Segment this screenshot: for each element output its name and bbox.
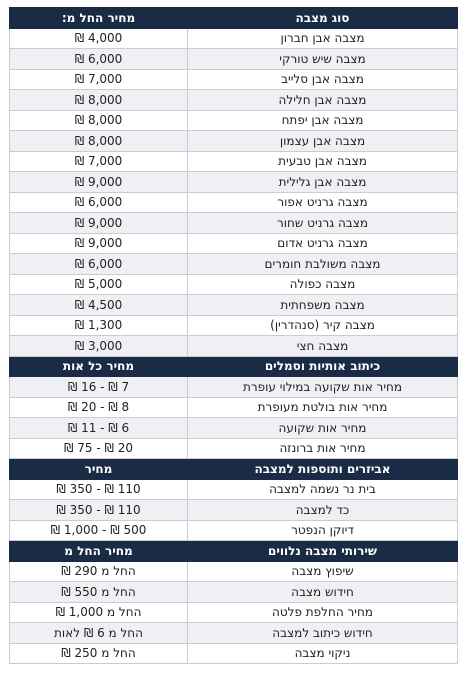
column-header-price: מחיר — [10, 459, 188, 480]
item-name-cell: מצבה אבן חלילה — [188, 90, 458, 111]
item-name-cell: מצבה משולבת חומרים — [188, 254, 458, 275]
table-row — [10, 623, 458, 644]
column-header-price: מחיר החל מ — [10, 541, 188, 562]
item-name-cell: מחיר אות ברונזה — [188, 438, 458, 459]
table-row — [10, 479, 458, 500]
price-cell: 6,000 ₪ — [10, 192, 188, 213]
table-row — [10, 254, 458, 275]
price-cell: 110 ₪ - 350 ₪ — [10, 500, 188, 521]
table-row — [10, 582, 458, 603]
item-name-cell: מחיר אות בולטת מעופרת — [188, 397, 458, 418]
table-row — [10, 172, 458, 193]
price-cell: 6 ₪ - 11 ₪ — [10, 418, 188, 439]
item-name-cell: מחיר אות שקועה במילוי עופרת — [188, 377, 458, 398]
price-cell: 1,300 ₪ — [10, 315, 188, 336]
item-name-cell: מצבה אבן יפתח — [188, 110, 458, 131]
price-table-body — [10, 8, 458, 664]
item-name-cell: מצבה אבן עצמון — [188, 131, 458, 152]
item-name-cell: חידוש מצבה — [188, 582, 458, 603]
table-row — [10, 69, 458, 90]
price-cell: החל מ 1,000 ₪ — [10, 602, 188, 623]
table-row — [10, 274, 458, 295]
price-cell: 9,000 ₪ — [10, 213, 188, 234]
table-row — [10, 295, 458, 316]
column-header-item: אביזרים ותוספות למצבה — [188, 459, 458, 480]
table-row — [10, 28, 458, 49]
price-cell: 7,000 ₪ — [10, 69, 188, 90]
column-header-item: סוג מצבה — [188, 8, 458, 29]
price-cell: 7 ₪ - 16 ₪ — [10, 377, 188, 398]
price-cell: 6,000 ₪ — [10, 49, 188, 70]
column-header-item: כיתוב אותיות וסמלים — [188, 356, 458, 377]
table-row — [10, 315, 458, 336]
table-row — [10, 438, 458, 459]
section-header — [10, 356, 458, 377]
price-cell: 4,500 ₪ — [10, 295, 188, 316]
price-cell: 500 ₪ - 1,000 ₪ — [10, 520, 188, 541]
item-name-cell: כד למצבה — [188, 500, 458, 521]
item-name-cell: מצבה אבן סלייב — [188, 69, 458, 90]
price-cell: 20 ₪ - 75 ₪ — [10, 438, 188, 459]
item-name-cell: מצבה גרניט אפור — [188, 192, 458, 213]
price-cell: 7,000 ₪ — [10, 151, 188, 172]
section-header — [10, 8, 458, 29]
item-name-cell: מחיר החלפת פלטה — [188, 602, 458, 623]
column-header-item: שירותי מצבה נלווים — [188, 541, 458, 562]
price-cell: 110 ₪ - 350 ₪ — [10, 479, 188, 500]
table-row — [10, 131, 458, 152]
column-header-price: מחיר כל אות — [10, 356, 188, 377]
price-cell: 9,000 ₪ — [10, 172, 188, 193]
price-cell: 8,000 ₪ — [10, 90, 188, 111]
table-row — [10, 500, 458, 521]
item-name-cell: מצבה גרניט אדום — [188, 233, 458, 254]
price-cell: 8,000 ₪ — [10, 110, 188, 131]
table-row — [10, 49, 458, 70]
item-name-cell: דיוקן הנפטר — [188, 520, 458, 541]
item-name-cell: מצבה כפולה — [188, 274, 458, 295]
price-cell: 9,000 ₪ — [10, 233, 188, 254]
table-row — [10, 561, 458, 582]
item-name-cell: חידוש כיתוב למצבה — [188, 623, 458, 644]
item-name-cell: מצבה קיר (סנהדרין) — [188, 315, 458, 336]
price-table — [9, 7, 458, 664]
table-row — [10, 418, 458, 439]
price-cell: החל מ 250 ₪ — [10, 643, 188, 664]
table-row — [10, 643, 458, 664]
price-cell: 8 ₪ - 20 ₪ — [10, 397, 188, 418]
table-row — [10, 151, 458, 172]
table-row — [10, 377, 458, 398]
table-row — [10, 233, 458, 254]
table-row — [10, 336, 458, 357]
price-cell: החל מ 6 ₪ לאות — [10, 623, 188, 644]
price-cell: החל מ 290 ₪ — [10, 561, 188, 582]
price-cell: 6,000 ₪ — [10, 254, 188, 275]
item-name-cell: מצבה גרניט שחור — [188, 213, 458, 234]
price-table-container — [9, 7, 457, 664]
column-header-price: מחיר החל מ: — [10, 8, 188, 29]
table-row — [10, 602, 458, 623]
item-name-cell: מצבה שיש טורקי — [188, 49, 458, 70]
item-name-cell: מצבה אבן חברון — [188, 28, 458, 49]
item-name-cell: ניקוי מצבה — [188, 643, 458, 664]
table-row — [10, 213, 458, 234]
table-row — [10, 110, 458, 131]
price-cell: 4,000 ₪ — [10, 28, 188, 49]
item-name-cell: מצבה אבן טבעית — [188, 151, 458, 172]
table-row — [10, 192, 458, 213]
item-name-cell: מצבה אבן גלילית — [188, 172, 458, 193]
item-name-cell: שיפוץ מצבה — [188, 561, 458, 582]
item-name-cell: מחיר אות שקועה — [188, 418, 458, 439]
price-cell: 3,000 ₪ — [10, 336, 188, 357]
item-name-cell: מצבה משפחתית — [188, 295, 458, 316]
item-name-cell: מצבה חצי — [188, 336, 458, 357]
price-cell: 8,000 ₪ — [10, 131, 188, 152]
price-cell: 5,000 ₪ — [10, 274, 188, 295]
section-header — [10, 541, 458, 562]
table-row — [10, 90, 458, 111]
price-cell: החל מ 550 ₪ — [10, 582, 188, 603]
table-row — [10, 520, 458, 541]
item-name-cell: בית נר נשמה למצבה — [188, 479, 458, 500]
section-header — [10, 459, 458, 480]
table-row — [10, 397, 458, 418]
